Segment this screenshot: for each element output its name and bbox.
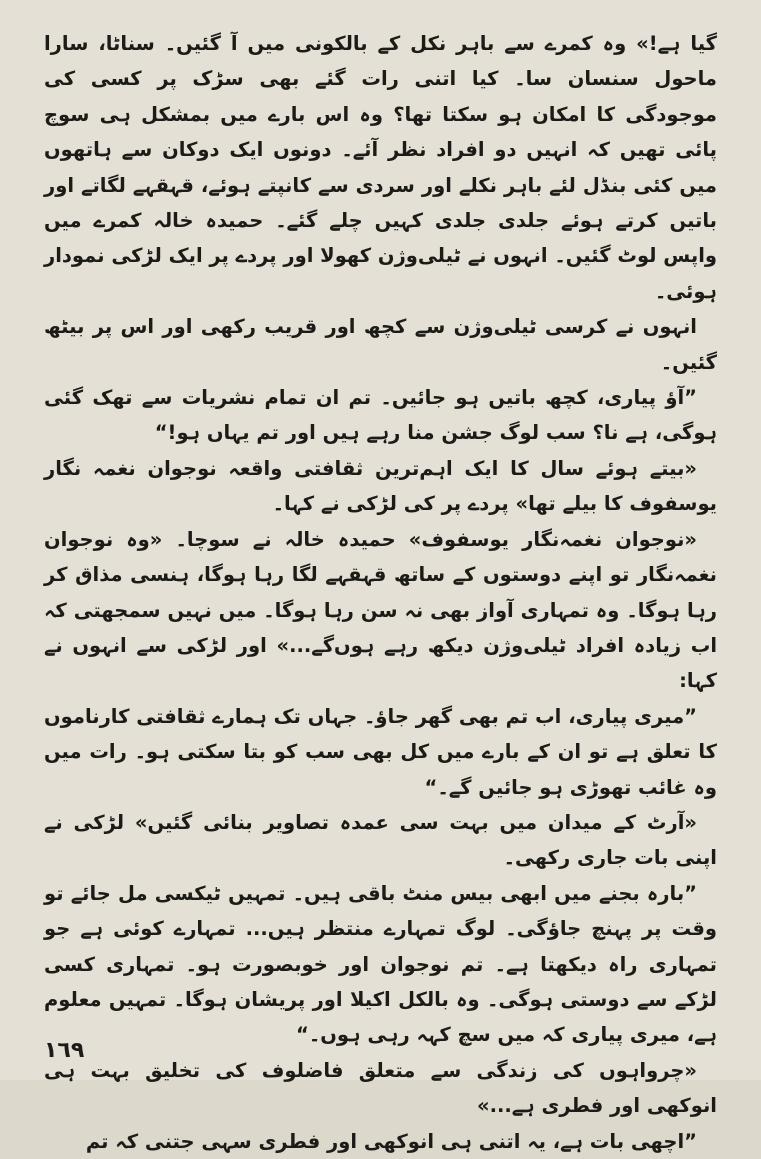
- paragraph: ”میری پیاری، اب تم بھی گھر جاؤ۔ جہاں تک ہمارے ثقافتی کارناموں کا تعلق ہے تو ان کے بارے میں کل بھی سب کو بتا سکتی ہو۔ رات میں وہ غائب تھوڑی ہو جائیں گے۔“: [44, 704, 717, 799]
- paragraph: گیا ہے!» وہ کمرے سے باہر نکل کے بالکونی میں آ گئیں۔ سناٹا، سارا ماحول سنسان سا۔ کیا اتنی رات گئے بھی سڑک پر کسی کی موجودگی کا امکان ہو سکتا تھا؟ وہ اس بارے میں بمشکل ہی سوچ پائی تھیں کہ انہیں دو افراد نظر آئے۔ دونوں ایک دوکان سے ہاتھوں میں کئی بنڈل لئے باہر نکلے اور سردی سے کانپتے ہوئے، قہقہے لگاتے اور باتیں کرتے ہوئے جلدی جلدی کہیں چلے گئے۔ حمیدہ خالہ کمرے میں واپس لوٹ گئیں۔ انہوں نے ٹیلی‌وژن کھولا اور پردے پر ایک لڑکی نمودار ہوئی۔: [44, 32, 717, 303]
- body-text: [44, 26, 717, 1159]
- page-number: ١٦٩: [44, 1038, 85, 1063]
- paragraph: «آرٹ کے میدان میں بہت سی عمدہ تصاویر بنائی گئیں» لڑکی نے اپنی بات جاری رکھی۔: [44, 810, 717, 870]
- paragraph: ”بارہ بجنے میں ابھی بیس منٹ باقی ہیں۔ تمہیں ٹیکسی مل جائے تو وقت پر پہنچ جاؤگی۔ لوگ تمہارے منتظر ہیں... تمہارے کوئی ہے جو تمہاری راہ دیکھتا ہے۔ تم نوجوان اور خوبصورت ہو۔ تمہاری کسی لڑکے سے دوستی ہوگی۔ وہ بالکل اکیلا اور پریشان ہوگا۔ تمہیں معلوم ہے، میری پیاری کہ میں سچ کہہ رہی ہوں۔“: [44, 881, 717, 1047]
- paragraph: «نوجوان نغمہ‌نگار یوسفوف» حمیدہ خالہ نے سوچا۔ «وہ نوجوان نغمہ‌نگار تو اپنے دوستوں کے ساتھ قہقہے لگا رہا ہوگا، ہنسی مذاق کر رہا ہوگا۔ وہ تمہاری آواز بھی نہ سن رہا ہوگا۔ میں نہیں سمجھتی کہ اب زیادہ افراد ٹیلی‌وژن دیکھ رہے ہوں‌گے...» اور لڑکی سے انہوں نے کہا:: [44, 527, 717, 693]
- paragraph: ”اچھی بات ہے، یہ اتنی ہی انوکھی اور فطری سہی جتنی کہ تم: [85, 1129, 697, 1153]
- paragraph: «بیتے ہوئے سال کا ایک اہم‌ترین ثقافتی واقعہ نوجوان نغمہ نگار یوسفوف کا بیلے تھا» پردے پر کی لڑکی نے کہا۔: [44, 456, 717, 516]
- paragraph: «چرواہوں کی زندگی سے متعلق فاضلوف کی تخلیق بہت ہی انوکھی اور فطری ہے...»: [44, 1058, 717, 1118]
- paragraph: انہوں نے کرسی ٹیلی‌وژن سے کچھ اور قریب رکھی اور اس پر بیٹھ گئیں۔: [44, 315, 717, 374]
- paragraph: ”آؤ پیاری، کچھ باتیں ہو جائیں۔ تم ان تمام نشریات سے تھک گئی ہوگی، ہے نا؟ سب لوگ جشن منا رہے ہیں اور تم یہاں ہو!“: [44, 386, 717, 445]
